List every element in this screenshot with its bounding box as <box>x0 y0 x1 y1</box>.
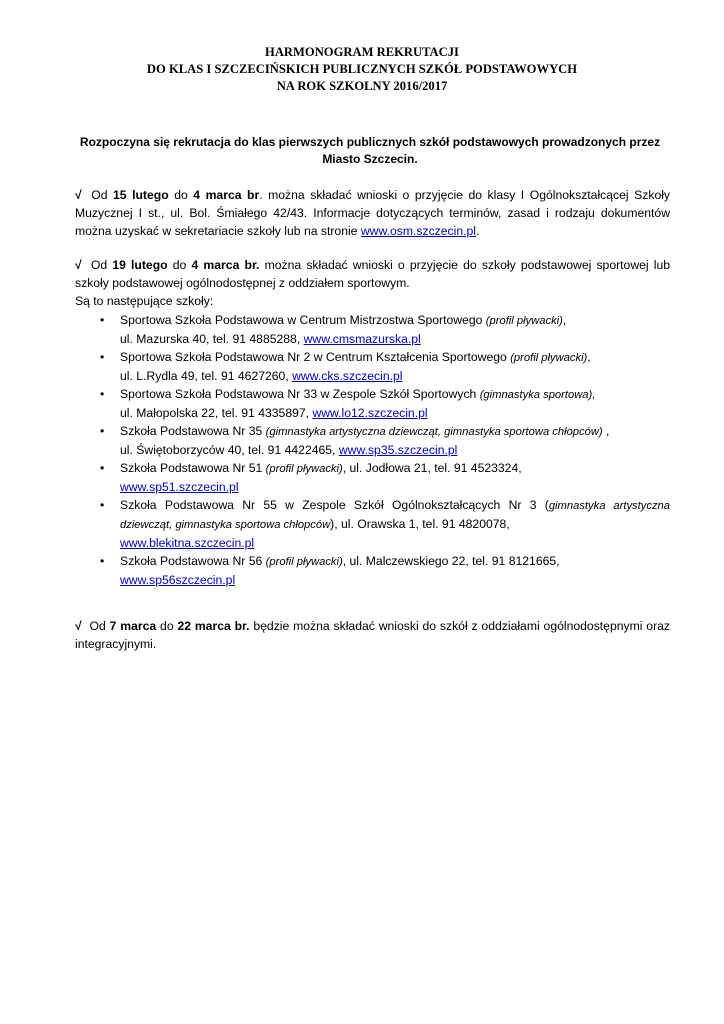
date-to: 22 marca br. <box>177 619 250 633</box>
intro-text: Rozpoczyna się rekrutacja do klas pierwszych publicznych szkół podstawowych prowadzonych przez Miasto Szczecin. <box>79 135 661 166</box>
school-address: ), ul. Orawska 1, tel. 91 4820078, <box>330 517 510 531</box>
list-item <box>100 459 670 496</box>
list-item <box>100 385 670 422</box>
do-word: do <box>160 619 174 633</box>
section-sports-schools <box>75 256 670 310</box>
list-item <box>100 311 670 348</box>
school-name: Szkoła Podstawowa Nr 51 <box>120 461 263 475</box>
school-name: Szkoła Podstawowa Nr 35 <box>120 424 263 438</box>
school-name: Sportowa Szkoła Podstawowa w Centrum Mistrzostwa Sportowego <box>120 313 483 327</box>
section-general-schools <box>75 617 670 653</box>
date-from: 19 lutego <box>112 258 168 272</box>
school-name: Szkoła Podstawowa Nr 56 <box>120 554 263 568</box>
school-link[interactable]: www.sp51.szczecin.pl <box>120 480 239 494</box>
section-text: można składać wnioski o przyjęcie do szkoły podstawowej sportowej lub szkoły podstawowej ogólnodostępnej z oddziałem sportowym. <box>75 258 671 290</box>
bullet-icon: • <box>100 554 105 568</box>
section-music-school <box>75 186 670 240</box>
date-to: 4 marca br <box>193 188 260 202</box>
school-profile: (profil pływacki) <box>485 315 563 327</box>
school-profile: (profil pływacki) <box>265 463 343 475</box>
school-profile: (profil pływacki) <box>265 556 343 568</box>
school-address: ul. Świętoborzyców 40, tel. 91 4422465, <box>120 443 336 457</box>
section-text: będzie można składać wnioski do szkół z oddziałami ogólnodostępnymi oraz integracyjnymi. <box>75 619 671 651</box>
school-address: ul. L.Rydla 49, tel. 91 4627260, <box>120 369 289 383</box>
list-item <box>100 422 670 459</box>
bullet-icon: • <box>100 498 105 512</box>
list-item <box>100 496 670 552</box>
school-link[interactable]: www.cmsmazurska.pl <box>303 332 421 346</box>
school-name: Sportowa Szkoła Podstawowa Nr 33 w Zespole Szkół Sportowych <box>120 387 477 401</box>
bullet-icon: • <box>100 424 105 438</box>
school-profile: (gimnastyka sportowa), <box>479 389 596 401</box>
od-word: Od <box>89 619 106 633</box>
school-address: ul. Mazurska 40, tel. 91 4885288, <box>120 332 301 346</box>
school-name: Szkoła Podstawowa Nr 55 w Zespole Szkół Ogólnokształcących Nr 3 ( <box>120 498 549 512</box>
school-link[interactable]: www.sp35.szczecin.pl <box>338 443 458 457</box>
date-to: 4 marca br. <box>191 258 260 272</box>
document-title-line-1: HARMONOGRAM REKRUTACJI <box>265 45 459 59</box>
school-link[interactable]: www.sp56szczecin.pl <box>120 573 236 587</box>
school-profile: gimnastyka artystyczna dziewcząt, gimnastyka sportowa chłopców <box>120 500 670 531</box>
separator: , <box>562 313 567 327</box>
list-intro: Są to następujące szkoły: <box>75 294 214 308</box>
check-mark-icon: √ <box>75 619 82 633</box>
osm-link[interactable]: www.osm.szczecin.pl <box>360 224 476 238</box>
section-text: . można składać wnioski o przyjęcie do klasy I Ogólnokształcącej Szkoły Muzycznej I st., ul. Bol. Śmiałego 42/43. Informacje dotyczących terminów, zasad i rodzaju dokumentów można uzyskać w sekretariacie szkoły lub na stronie <box>75 188 671 238</box>
separator: , <box>602 424 610 438</box>
list-item <box>100 348 670 385</box>
school-link[interactable]: www.cks.szczecin.pl <box>292 369 403 383</box>
school-link[interactable]: www.lo12.szczecin.pl <box>312 406 428 420</box>
list-item <box>100 552 670 589</box>
document-title-line-3: NA ROK SZKOLNY 2016/2017 <box>276 79 448 93</box>
do-word: do <box>172 258 187 272</box>
school-profile: (profil pływacki) <box>510 352 588 364</box>
check-mark-icon: √ <box>75 258 82 272</box>
bullet-icon: • <box>100 313 105 327</box>
school-list <box>100 311 670 589</box>
school-link[interactable]: www.blekitna.szczecin.pl <box>120 536 255 550</box>
school-profile: (gimnastyka artystyczna dziewcząt, gimnastyka sportowa chłopców) <box>265 426 603 438</box>
date-from: 15 lutego <box>113 188 169 202</box>
bullet-icon: • <box>100 387 105 401</box>
bullet-icon: • <box>100 461 105 475</box>
od-word: Od <box>91 188 108 202</box>
school-address: , ul. Jodłowa 21, tel. 91 4523324, <box>342 461 522 475</box>
separator: , <box>587 350 591 364</box>
check-mark-icon: √ <box>75 188 82 202</box>
period: . <box>476 224 480 238</box>
document-title-line-2: DO KLAS I SZCZECIŃSKICH PUBLICZNYCH SZKÓŁ PODSTAWOWYCH <box>146 62 578 76</box>
do-word: do <box>174 188 188 202</box>
od-word: Od <box>90 258 108 272</box>
date-from: 7 marca <box>109 619 157 633</box>
bullet-icon: • <box>100 350 105 364</box>
school-name: Sportowa Szkoła Podstawowa Nr 2 w Centrum Kształcenia Sportowego <box>120 350 507 364</box>
school-address: , ul. Malczewskiego 22, tel. 91 8121665, <box>342 554 560 568</box>
school-address: ul. Małopolska 22, tel. 91 4335897, <box>120 406 310 420</box>
